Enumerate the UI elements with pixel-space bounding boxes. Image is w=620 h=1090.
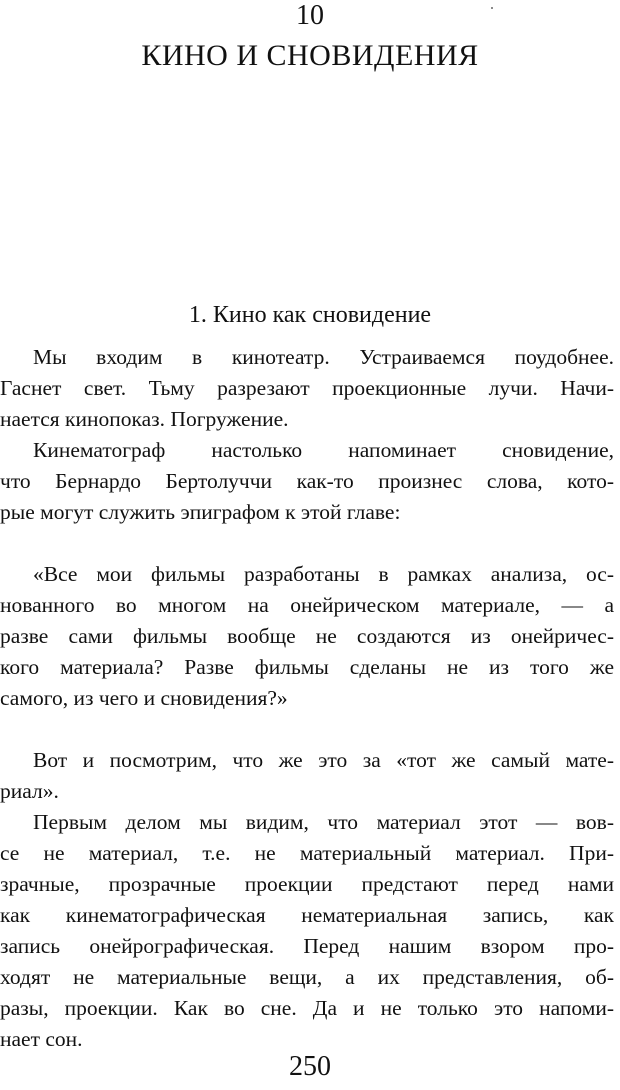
text-line: самого, из чего и сновидения?» [0, 686, 288, 710]
text-line: зрачные, прозрачные проекции предстают перед нами [0, 872, 614, 896]
paragraph-1 [0, 342, 614, 435]
text-line: ходят не материальные вещи, а их представления, об- [0, 965, 614, 989]
body-text [0, 342, 614, 1055]
quotation [0, 559, 614, 714]
text-line: Первым делом мы видим, что материал этот — вов- [33, 810, 614, 834]
text-line: запись онейрографическая. Перед нашим взором про- [0, 934, 614, 958]
text-line: рые могут служить эпиграфом к этой главе: [0, 500, 401, 524]
text-line: Гаснет свет. Тьму разрезают проекционные лучи. Начи- [0, 376, 614, 400]
text-line: риал». [0, 779, 59, 803]
text-line: Вот и посмотрим, что же это за «тот же самый мате- [33, 748, 614, 772]
paragraph-5 [0, 807, 614, 1055]
text-line: Кинематограф настолько напоминает сновидение, [33, 438, 614, 462]
text-line: «Все мои фильмы разработаны в рамках анализа, ос- [33, 562, 614, 586]
blank-line [0, 528, 614, 559]
text-line: как кинематографическая нематериальная запись, как [0, 903, 614, 927]
text-line: нается кинопоказ. Погружение. [0, 407, 289, 431]
chapter-number: 10 [296, 0, 324, 31]
text-line: се не материал, т.е. не материальный материал. При- [0, 841, 614, 865]
text-line: разы, проекции. Как во сне. Да и не только это напоми- [0, 996, 614, 1020]
chapter-title: КИНО И СНОВИДЕНИЯ [141, 39, 479, 72]
text-line: нованного во многом на онейрическом материале, — а [0, 593, 614, 617]
page-number: 250 [289, 1051, 331, 1082]
paragraph-2 [0, 435, 614, 528]
text-line: разве сами фильмы вообще не создаются из онейричес- [0, 624, 614, 648]
paragraph-4 [0, 745, 614, 807]
blank-line [0, 714, 614, 745]
section-title: 1. Кино как сновидение [188, 302, 432, 328]
text-line: кого материала? Разве фильмы сделаны не из того же [0, 655, 614, 679]
text-line: нает сон. [0, 1027, 83, 1051]
text-line: что Бернардо Бертолуччи как-то произнес слова, кото- [0, 469, 614, 493]
text-line: Мы входим в кинотеатр. Устраиваемся поудобнее. [33, 345, 614, 369]
